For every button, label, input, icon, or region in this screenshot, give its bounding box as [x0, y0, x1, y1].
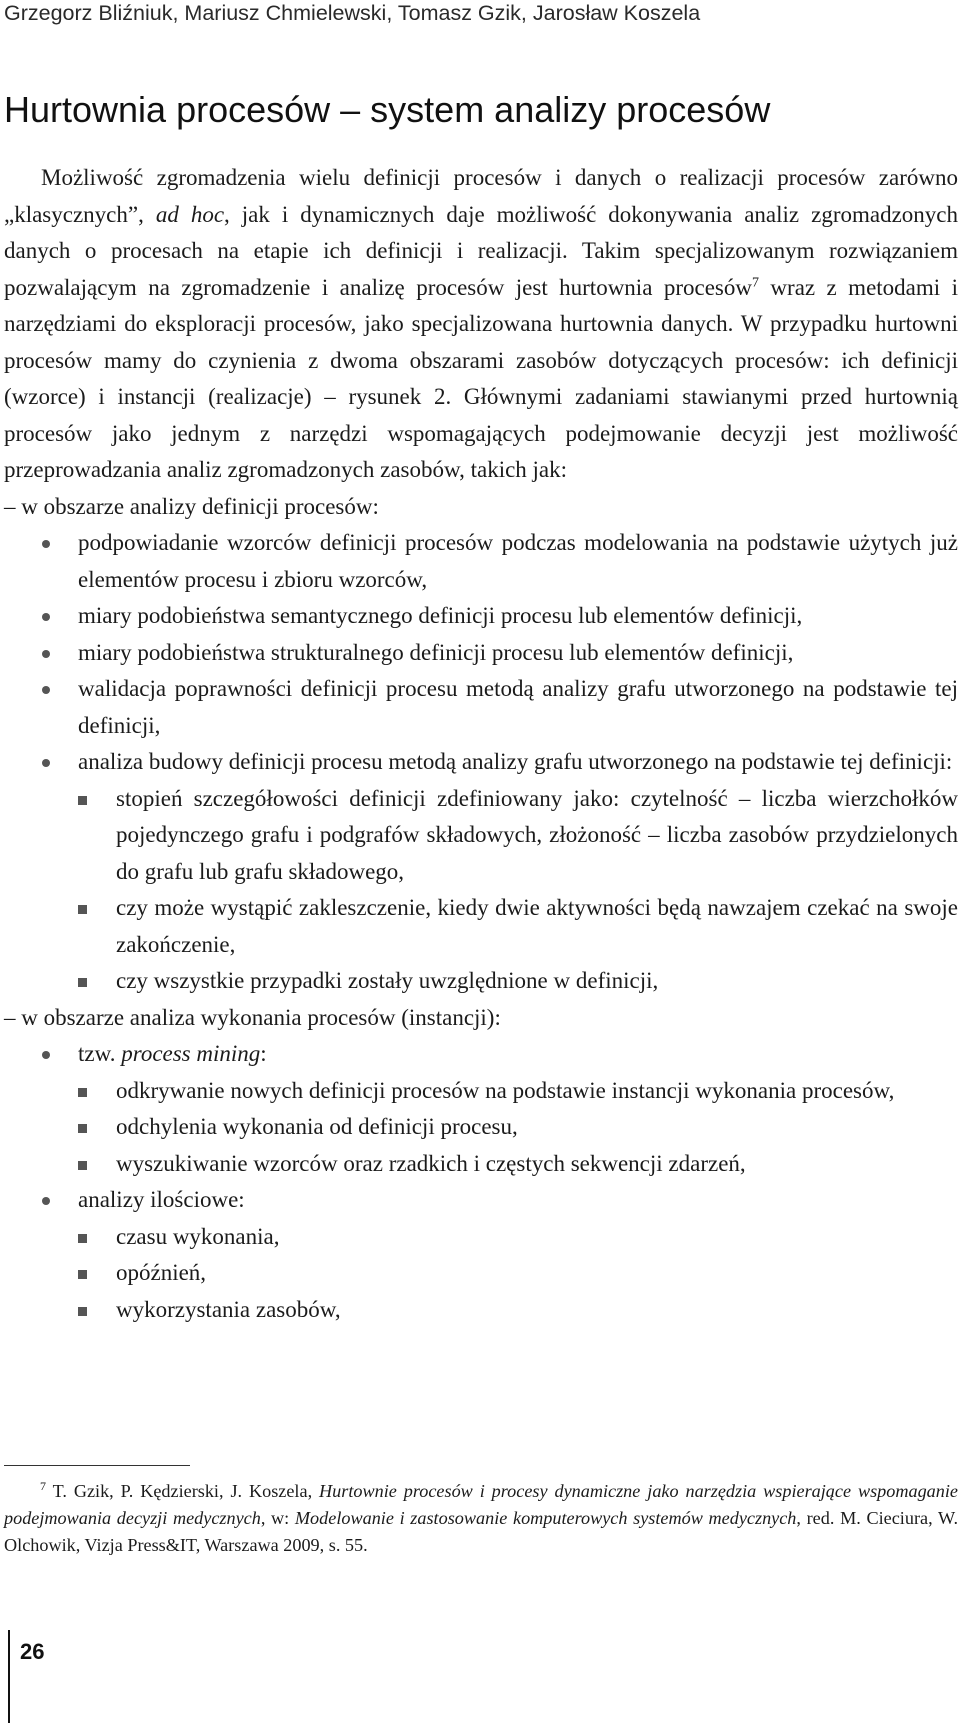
bullet-square-icon — [78, 978, 87, 987]
bullet-square-icon — [78, 1088, 87, 1097]
area1-sublist — [78, 781, 958, 1000]
footnote: $^7$ T. Gzik, P. Kędzierski, J. Koszela, Hurtownie procesów i procesy dynamiczne jako narzędzia wspierające wspomaganie podejmowania decyzji medycznych, w: Modelowanie i zastosowanie komputerowych systemów medycznych, red. M. Cieciura, W. Olchowik, Vizja Press&IT, Warszawa 2009, s. 55. — [4, 1478, 959, 1555]
sublist-item: czy może wystąpić zakleszczenie, kiedy dwie aktywności będą nawzajem czekać na swoje zakończenie, — [78, 890, 958, 963]
area1-heading: – w obszarze analizy definicji procesów: — [4, 493, 379, 519]
footnote-number: 7 — [40, 1478, 46, 1493]
bullet-square-icon — [78, 796, 87, 805]
bullet-dot-icon — [42, 540, 50, 548]
list-item: podpowiadanie wzorców definicji procesów podczas modelowania na podstawie użytych już elementów procesu i zbioru wzorców, — [4, 525, 958, 598]
footnote-rule — [4, 1465, 190, 1466]
bullet-square-icon — [78, 1234, 87, 1243]
list-item: tzw. process mining: odkrywanie nowych definicji procesów na podstawie instancji wykonania procesów, odchylenia wykonania od definicji procesu, wyszukiwanie wzorców oraz rzadkich i częstych sekwencji zdarzeń, — [4, 1036, 958, 1182]
bullet-square-icon — [78, 1307, 87, 1316]
running-header: Grzegorz Bliźniuk, Mariusz Chmielewski, Tomasz Gzik, Jarosław Koszela — [4, 1, 701, 25]
list-item: analizy ilościowe: czasu wykonania, opóźnień, wykorzystania zasobów, — [4, 1182, 958, 1328]
bullet-dot-icon — [42, 613, 50, 621]
process-mining-sublist — [78, 1073, 958, 1183]
sublist-item: opóźnień, — [78, 1255, 958, 1292]
area2-heading: – w obszarze analiza wykonania procesów (instancji): — [4, 1004, 501, 1030]
bullet-dot-icon — [42, 759, 50, 767]
bullet-dot-icon — [42, 650, 50, 658]
area2-list — [4, 1036, 958, 1328]
body-text — [4, 160, 958, 1328]
intro-paragraph: Możliwość zgromadzenia wielu definicji procesów i danych o realizacji procesów zarówno „klasycznych”, ad hoc, jak i dynamicznych daje możliwość dokonywania analiz zgromadzonych danych o procesach na etapie ich definicji i realizacji. Takim specjalizowanym rozwiązaniem pozwalającym na zgromadzenie i analizę procesów jest hurtownia procesów$^7$ wraz z metodami i narzędziami do eksploracji procesów, jako specjalizowana hurtownia danych. W przypadku hurtowni procesów mamy do czynienia z dwoma obszarami zasobów dotyczących procesów: ich definicji (wzorce) i instancji (realizacje) – rysunek 2. Głównymi zadaniami stawianymi przed hurtownią procesów jako jednym z narzędzi wspomagających podejmowanie decyzji jest możliwość przeprowadzania analiz zgromadzonych zasobów, takich jak: — [4, 165, 958, 482]
page-number: 26 — [20, 1639, 45, 1664]
sublist-item: czasu wykonania, — [78, 1219, 958, 1256]
bullet-square-icon — [78, 1124, 87, 1133]
list-item: miary podobieństwa semantycznego definicji procesu lub elementów definicji, — [4, 598, 958, 635]
footnote-ref[interactable]: 7 — [751, 274, 759, 290]
list-item: analiza budowy definicji procesu metodą analizy grafu utworzonego na podstawie tej definicji: stopień szczegółowości definicji zdefiniowany jako: czytelność – liczba wierzchołków pojedynczego grafu i podgrafów składowych, złożoność – liczba zasobów przydzielonych do grafu lub grafu składowego, czy może wystąpić zakleszczenie, kiedy dwie aktywności będą nawzajem czekać na swoje zakończenie, czy wszystkie przypadki zostały uwzględnione w definicji, — [4, 744, 958, 1000]
bullet-square-icon — [78, 905, 87, 914]
quantitative-sublist — [78, 1219, 958, 1329]
list-item: miary podobieństwa strukturalnego definicji procesu lub elementów definicji, — [4, 635, 958, 672]
bullet-dot-icon — [42, 1051, 50, 1059]
sublist-item: stopień szczegółowości definicji zdefiniowany jako: czytelność – liczba wierzchołków pojedynczego grafu i podgrafów składowych, złożoność – liczba zasobów przydzielonych do grafu lub grafu składowego, — [78, 781, 958, 891]
bullet-dot-icon — [42, 686, 50, 694]
sublist-item: odkrywanie nowych definicji procesów na podstawie instancji wykonania procesów, — [78, 1073, 958, 1110]
bullet-dot-icon — [42, 1197, 50, 1205]
sublist-item: wykorzystania zasobów, — [78, 1292, 958, 1329]
bullet-square-icon — [78, 1161, 87, 1170]
sublist-item: wyszukiwanie wzorców oraz rzadkich i częstych sekwencji zdarzeń, — [78, 1146, 958, 1183]
bullet-square-icon — [78, 1270, 87, 1279]
section-title: Hurtownia procesów – system analizy procesów — [4, 89, 771, 130]
area1-list — [4, 525, 958, 1000]
sublist-item: czy wszystkie przypadki zostały uwzględnione w definicji, — [78, 963, 958, 1000]
sublist-item: odchylenia wykonania od definicji procesu, — [78, 1109, 958, 1146]
page-number-bar — [8, 1630, 10, 1723]
list-item: walidacja poprawności definicji procesu metodą analizy grafu utworzonego na podstawie tej definicji, — [4, 671, 958, 744]
